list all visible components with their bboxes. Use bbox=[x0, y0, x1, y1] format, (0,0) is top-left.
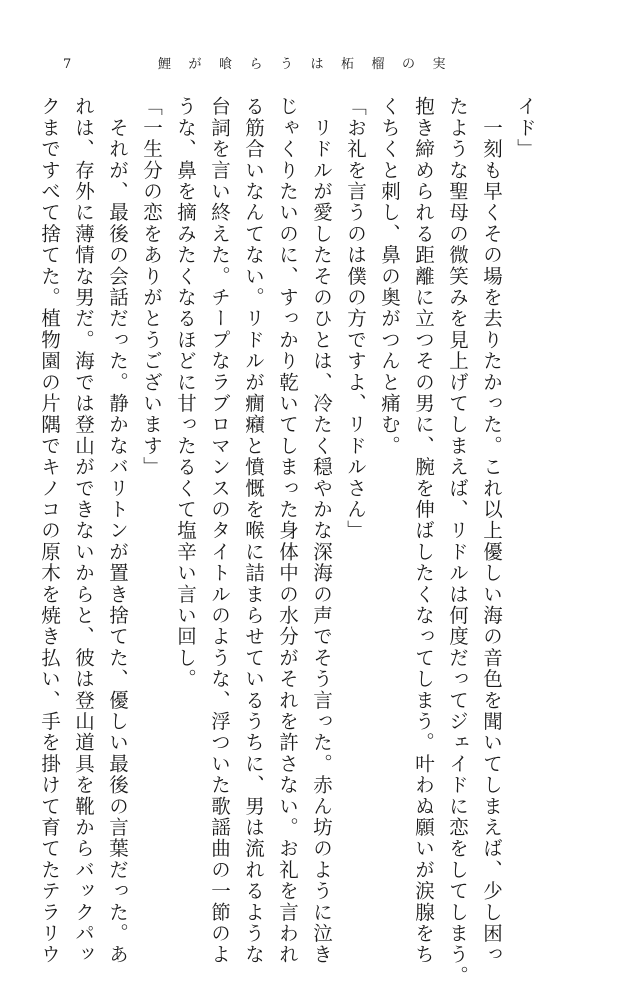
body-text bbox=[32, 96, 542, 986]
text-line: じゃくりたいのに、すっかり乾いてしまった身体中の水分がそれを許さない。お礼を言われ bbox=[276, 96, 299, 966]
page-number: 7 bbox=[63, 57, 72, 72]
text-line: くちくと刺し、鼻の奥がつんと痛む。 bbox=[378, 96, 401, 457]
running-title: 鯉が喰らうは柘榴の実 bbox=[158, 57, 464, 72]
text-line: る筋合いなんてない。リドルが癇癪と憤慨を喉に詰まらせているうちに、男は流れるような bbox=[242, 96, 265, 966]
text-line: うな、鼻を摘みたくなるほどに甘ったるくて塩辛い言い回し。 bbox=[174, 96, 197, 690]
text-line: 一刻も早くその場を去りたかった。これ以上優しい海の音色を聞いてしまえば、少し困っ bbox=[480, 96, 503, 966]
text-line: クまですべて捨てた。植物園の片隅でキノコの原木を焼き払い、手を掛けて育てたテラリウ bbox=[38, 96, 61, 966]
text-line: それが、最後の会話だった。静かなバリトンが置き捨てた、優しい最後の言葉だった。あ bbox=[106, 96, 129, 966]
text-line: れは、存外に薄情な男だ。海では登山ができないからと、彼は登山道具を靴からバックパッ bbox=[72, 96, 95, 966]
text-line: 抱き締められる距離に立つその男に、腕を伸ばしたくなってしまう。叶わぬ願いが涙腺をち bbox=[412, 96, 435, 966]
text-line: 「一生分の恋をありがとうございます」 bbox=[140, 96, 163, 478]
text-line: リドルが愛したそのひとは、冷たく穏やかな深海の声でそう言った。赤ん坊のように泣き bbox=[310, 96, 333, 966]
text-line: 台詞を言い終えた。チープなラブロマンスのタイトルのような、浮ついた歌謡曲の一節のよ bbox=[208, 96, 231, 966]
text-line: 「お礼を言うのは僕の方ですよ、リドルさん」 bbox=[344, 96, 367, 542]
text-line: たような聖母の微笑みを見上げてしまえば、リドルは何度だってジェイドに恋をしてしまう。 bbox=[446, 96, 469, 986]
text-line: イド」 bbox=[514, 96, 537, 160]
